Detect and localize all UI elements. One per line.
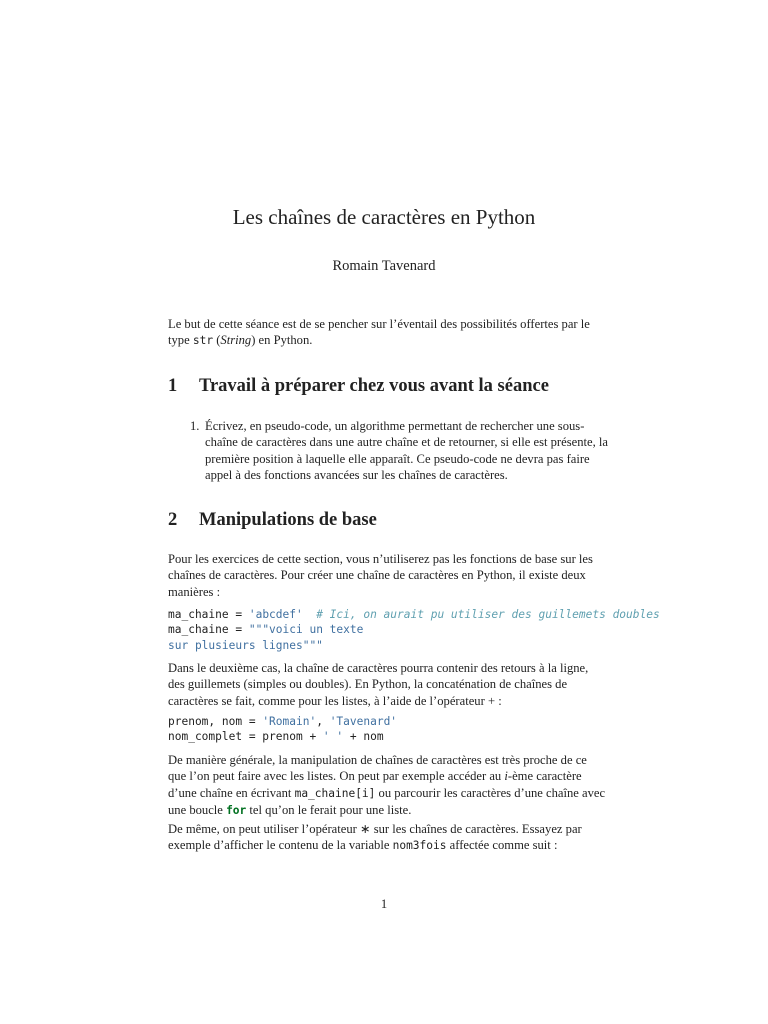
- intro-paragraph: [168, 316, 608, 350]
- code-string: 'Tavenard': [329, 715, 398, 728]
- section-1-list: [190, 418, 610, 483]
- code-string: 'abcdef': [248, 608, 303, 621]
- code-op: =: [242, 715, 263, 728]
- p4-code-var: nom3fois: [392, 839, 447, 853]
- code-sep: ,: [316, 715, 330, 728]
- list-item: [190, 418, 610, 483]
- code-op: = prenom +: [242, 730, 323, 744]
- code-var: ma_chaine: [168, 623, 229, 637]
- section-2-paragraph-3: [168, 752, 608, 819]
- p3-code-index: ma_chaine[i]: [294, 786, 376, 800]
- intro-text-1: Le but de cette séance est de se pencher sur l’éventail des possibilités offertes par le type: [168, 317, 590, 348]
- p3-text-1: De manière générale, la manipulation de chaînes de caractères est très proche de ce que l’on peut faire avec les listes. On peut par exemple accéder au: [168, 753, 587, 784]
- code-string: sur plusieurs lignes""": [168, 638, 323, 652]
- list-item-text: Écrivez, en pseudo-code, un algorithme permettant de rechercher une sous-chaîne de caractères dans une autre chaîne et de retourner, si elle est présente, la première position à laquelle elle apparaît. Ce pseudo-code ne devra pas faire appel à des fonctions avancées sur les chaînes de caractères.: [205, 419, 608, 482]
- list-item-marker: 1.: [190, 419, 200, 433]
- code-string: 'Romain': [262, 715, 317, 728]
- document-title: Les chaînes de caractères en Python: [232, 205, 536, 229]
- code-string: ' ': [322, 730, 344, 744]
- code-block-2: [168, 714, 397, 745]
- code-var: ma_chaine: [168, 608, 229, 621]
- intro-text-2: (: [213, 333, 221, 348]
- page-number: 1: [380, 897, 388, 911]
- intro-text-3: ) en Python.: [251, 333, 313, 348]
- code-op: =: [228, 623, 249, 637]
- intro-italic-string: String: [220, 333, 252, 348]
- p3-text-2: -ème caractère d’une chaîne en écrivant: [168, 769, 582, 800]
- section-1-title: Travail à préparer chez vous avant la séance: [199, 376, 549, 396]
- p3-text-3: ou parcourir les caractères d’une chaîne avec une boucle: [168, 785, 606, 817]
- p3-italic-i: i: [504, 769, 508, 784]
- code-op: + nom: [343, 730, 384, 744]
- code-string: """voici un texte: [248, 623, 364, 637]
- code-comment: # Ici, on aurait pu utiliser des guillemets doubles: [302, 608, 660, 621]
- section-2-paragraph-2: Dans le deuxième cas, la chaîne de caractères pourra contenir des retours à la ligne, des guillemets (simples ou doubles). En Python, la concaténation de chaînes de caractères se fait, comme pour les listes, à l’aide de l’opérateur + :: [168, 661, 589, 708]
- document-author: Romain Tavenard: [332, 258, 436, 274]
- section-1-number: 1: [168, 376, 178, 396]
- section-2-title: Manipulations de base: [199, 510, 377, 530]
- code-block-1: [168, 607, 660, 653]
- code-var: nom_complet: [168, 730, 243, 744]
- p3-keyword-for: for: [226, 803, 247, 817]
- code-var: prenom, nom: [168, 715, 243, 728]
- intro-code-str: str: [192, 334, 214, 348]
- code-op: =: [228, 608, 249, 621]
- section-2-number: 2: [168, 510, 178, 530]
- section-2-paragraph-1: Pour les exercices de cette section, vous n’utiliserez pas les fonctions de base sur les chaînes de caractères. Pour créer une chaîne de caractères en Python, il existe deux manières :: [168, 552, 593, 599]
- section-2-heading: [168, 510, 377, 531]
- p3-text-4: tel qu’on le ferait pour une liste.: [246, 802, 412, 817]
- p4-text-1: De même, on peut utiliser l’opérateur ∗ sur les chaînes de caractères. Essayez par exemple d’afficher le contenu de la variable: [168, 822, 582, 853]
- section-2-paragraph-4: [168, 821, 608, 855]
- section-1-heading: [168, 376, 549, 397]
- p4-text-2: affectée comme suit :: [446, 838, 558, 853]
